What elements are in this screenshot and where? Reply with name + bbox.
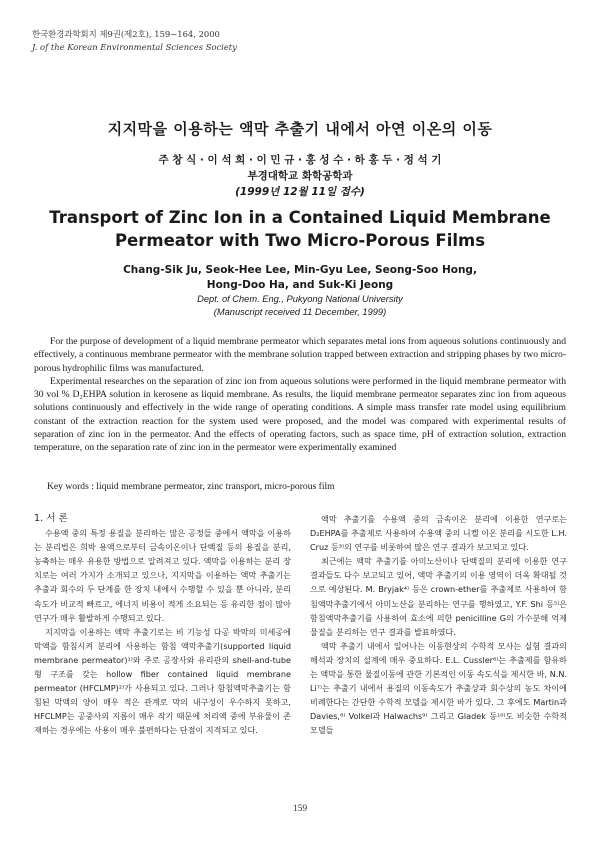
title-english-line2: Permeator with Two Micro-Porous Films (114, 231, 486, 250)
received-date-korean: (1999년 12월 11일 접수) (235, 186, 365, 198)
title-english-line1: Transport of Zinc Ion in a Contained Liquid Membrane (49, 208, 551, 227)
abstract (34, 335, 566, 455)
body-paragraph: 액막 추출기 내에서 일어나는 이동현상의 수학적 모사는 실험 결과의 해석과 장치의 설계에 매우 중요하다. E.L. Cussler⁶⁾는 추출제를 함유하는 액막을 통한 물질이동에 관한 기본적인 이동 속도식을 제시한 바, N.N. Li⁷⁾는 추출기 내에서 용질의 이동속도가 추출상과 회수상의 농도 차이에 비례한다는 간단한 수학적 모델을 제시한 바가 있다. 그 후에도 Martin과 Davies,⁸⁾ Volkel과 Halwachs⁹⁾ 그리고 Gladek 등¹⁰⁾도 비슷한 수학적 모델들 (310, 640, 567, 736)
title-korean: 지지막을 이용하는 액막 추출기 내에서 아연 이온의 이동 (107, 120, 493, 138)
authors-korean: 주 창 식 · 이 석 희 · 이 민 규 · 홍 성 수 · 하 홍 두 · 정 석 기 (158, 154, 442, 166)
title-english (0, 206, 600, 252)
authors-korean-block (0, 152, 600, 200)
authors-english (0, 263, 600, 293)
affiliation-english: Dept. of Chem. Eng., Pukyong National University (197, 294, 403, 304)
affiliation-english-block (0, 293, 600, 319)
page-number: 159 (292, 804, 308, 814)
body-column-left (34, 512, 291, 738)
received-date-english: (Manuscript received 11 December, 1999) (213, 307, 387, 317)
body-paragraph: 최근에는 액막 추출기를 아미노산이나 단백질의 분리에 이용한 연구 결과들도 다수 보고되고 있어, 액막 추출기의 이용 영역이 더욱 확대될 것으로 예상된다. M. Bryjak⁴⁾ 등은 crown-ether를 추출제로 사용하여 함침액막추출기에서 아미노산을 분리하는 연구를 행하였고, Y.F. Shi 등⁵⁾은 함침액막추출기를 사용하여 효소에 의한 penicilline G의 가수분해 억제물질을 분리하는 연구 결과를 발표하였다. (310, 556, 567, 637)
body-column-right (310, 512, 567, 738)
section-heading-introduction: 1. 서 론 (34, 513, 68, 524)
journal-name-en: J. of the Korean Environmental Sciences Society (32, 42, 237, 52)
authors-english-line1: Chang-Sik Ju, Seok-Hee Lee, Min-Gyu Lee, Seong-Soo Hong, (123, 264, 477, 276)
journal-citation-ko: 한국환경과학회지 제9권(제2호), 159~164, 2000 (32, 29, 220, 39)
affiliation-korean: 부경대학교 화학공학과 (247, 170, 353, 182)
body-paragraph: 액막 추출기를 수용액 중의 금속이온 분리에 이용한 연구로는 D₂EHPA를 추출제로 사용하여 수용액 중의 니켈 이온 분리를 시도한 L.H. Cruz 등³⁾의 연구를 비롯하여 많은 연구 결과가 보고되고 있다. (310, 514, 567, 553)
journal-header (32, 28, 237, 54)
body-paragraph: 지지막을 이용하는 액막 추출기로는 비 기능성 다공 박막의 미세공에 막액을 함침시켜 분리에 사용하는 함침 액막추출기(supported liquid membrane permeator)¹⁾와 주로 공장사와 유리관의 shell-and-tube 형 구조를 갖는 hollow fiber contained liquid membrane permeator (HFCLMP)²⁾가 사용되고 있다. 그러나 함침액막추출기는 함침된 막액의 양이 매우 적은 관계로 막의 내구성이 우수하지 못하고, HFCLMP는 공중사의 지름이 매우 작기 때문에 처리액 중에 부유물이 존재하는 경우에는 사용이 매우 불편하다는 단점이 지적되고 있다. (34, 626, 291, 736)
abstract-paragraph-2: Experimental researches on the separation of zinc ion from aqueous solutions were performed in the liquid membrane permeator with 30 vol % D₂EHPA solution in kerosene as liquid membrane. As results, the liquid membrane permeator separates zinc ion from aqueous solutions continuously and effectively in the wide range of operating conditions. A simple mass transfer rate model using equilibrium constant of the extraction reaction for the system used were proposed, and the model was compared with experimental results of separation of zinc ion in the permeator. And the effects of operating factors, such as space time, pH of extraction solution, extraction temperature, on the separation rate of zinc ion in the permeator were experimentally examined (34, 375, 566, 454)
abstract-paragraph-1: For the purpose of development of a liquid membrane permeator which separates metal ions from aqueous solutions continuously and effectively, a continuous membrane permeator with the membrane solution trapped between extraction and stripping phases by two micro-porous hydrophilic films was manufactured. (34, 336, 566, 374)
keywords: Key words : liquid membrane permeator, zinc transport, micro-porous film (47, 481, 335, 492)
body-paragraph: 수용액 중의 특정 용질을 분리하는 많은 공정들 중에서 액막을 이용하는 분리법은 희박 용액으로부터 금속이온이나 단백질 등의 용질을 분리, 농축하는 매우 유용한 방법으로 알려져고 있다. 액막을 이용하는 분리 장치로는 여러 가지가 소개되고 있으나, 지지막을 이용하는 액막 추출기는 추출과 회수의 두 단계를 한 장치 내에서 수행할 수 있을 뿐 아니라, 분리 속도가 비교적 빠르고, 에너지 비용이 적게 소요되는 등 유리한 점이 많아 연구가 매우 활발하게 수행되고 있다. (34, 528, 291, 623)
authors-english-line2: Hong-Doo Ha, and Suk-Ki Jeong (206, 279, 394, 291)
